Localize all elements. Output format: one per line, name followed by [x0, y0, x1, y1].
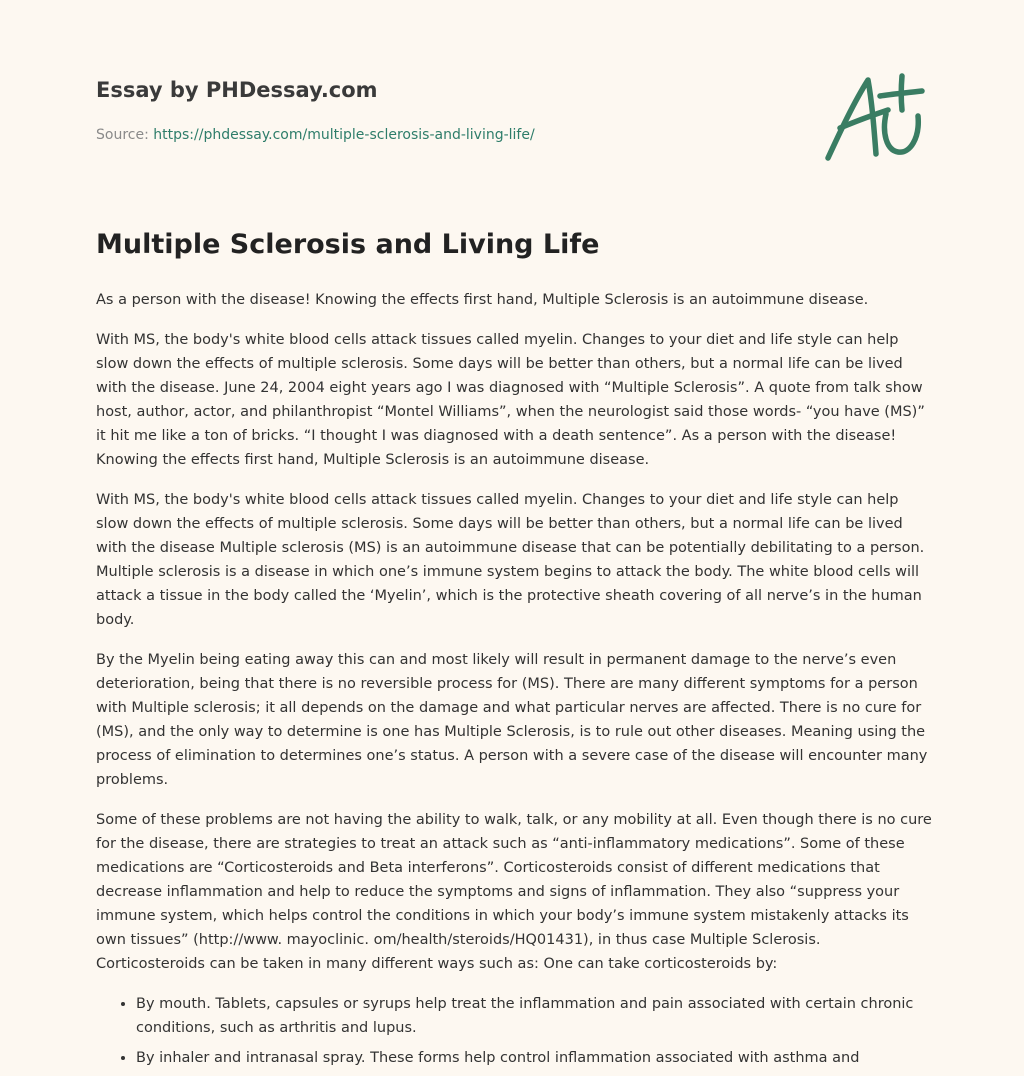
source-label: Source:: [96, 127, 154, 143]
essay-paragraph: With MS, the body's white blood cells attack tissues called myelin. Changes to your diet and life style can help slow down the effects of multiple sclerosis. Some days will be better than others, but a normal life can be lived with the disease. June 24, 2004 eight years ago I was diagnosed with “Multiple Sclerosis”. A quote from talk show host, author, actor, and philanthropist “Montel Williams”, when the neurologist said those words- “you have (MS)” it hit me like a ton of bricks. “I thought I was diagnosed with a death sentence”. As a person with the disease! Knowing the effects first hand, Multiple Sclerosis is an autoimmune disease.: [96, 332, 925, 468]
essay-title: Multiple Sclerosis and Living Life: [96, 229, 600, 260]
source-link[interactable]: https://phdessay.com/multiple-sclerosis-and-living-life/: [153, 127, 535, 143]
essay-paragraph: By the Myelin being eating away this can and most likely will result in permanent damage to the nerve’s even deterioration, being that there is no reversible process for (MS). There are many different symptoms for a person with Multiple sclerosis; it all depends on the damage and what particular nerves are affected. There is no cure for (MS), and the only way to determine is one has Multiple Sclerosis, is to rule out other diseases. Meaning using the process of elimination to determines one’s status. A person with a severe case of the disease will encounter many problems.: [96, 652, 928, 788]
essay-header: [96, 76, 796, 145]
corticosteroid-methods-list: [96, 992, 932, 1070]
list-item: • By mouth. Tablets, capsules or syrups help treat the inflammation and pain associated with certain chronic conditions, such as arthritis and lupus.: [136, 992, 932, 1040]
essay-paragraph: Some of these problems are not having the ability to walk, talk, or any mobility at all. Even though there is no cure for the disease, there are strategies to treat an attack such as “anti-inflammatory medications”. Some of these medications are “Corticosteroids and Beta interferons”. Corticosteroids consist of different medications that decrease inflammation and help to reduce the symptoms and signs of inflammation. They also “suppress your immune system, which helps control the conditions in which your body’s immune system mistakenly attacks its own tissues” (http://www. mayoclinic. om/health/steroids/HQ01431), in thus case Multiple Sclerosis. Corticosteroids can be taken in many different ways such as: One can take corticosteroids by:: [96, 812, 932, 972]
site-brand: Essay by PHDessay.com: [96, 78, 378, 102]
source-line: [96, 125, 796, 145]
essay-content: [96, 226, 932, 1076]
a-plus-logo-icon: [822, 66, 930, 166]
essay-paragraph: As a person with the disease! Knowing the effects first hand, Multiple Sclerosis is an autoimmune disease.: [96, 292, 869, 308]
list-item: • By inhaler and intranasal spray. These forms help control inflammation associated with asthma and: [136, 1046, 932, 1070]
essay-paragraph: With MS, the body's white blood cells attack tissues called myelin. Changes to your diet and life style can help slow down the effects of multiple sclerosis. Some days will be better than others, but a normal life can be lived with the disease Multiple sclerosis (MS) is an autoimmune disease that can be potentially debilitating to a person. Multiple sclerosis is a disease in which one’s immune system begins to attack the body. The white blood cells will attack a tissue in the body called the ‘Myelin’, which is the protective sheath covering of all nerve’s in the human body.: [96, 492, 925, 628]
